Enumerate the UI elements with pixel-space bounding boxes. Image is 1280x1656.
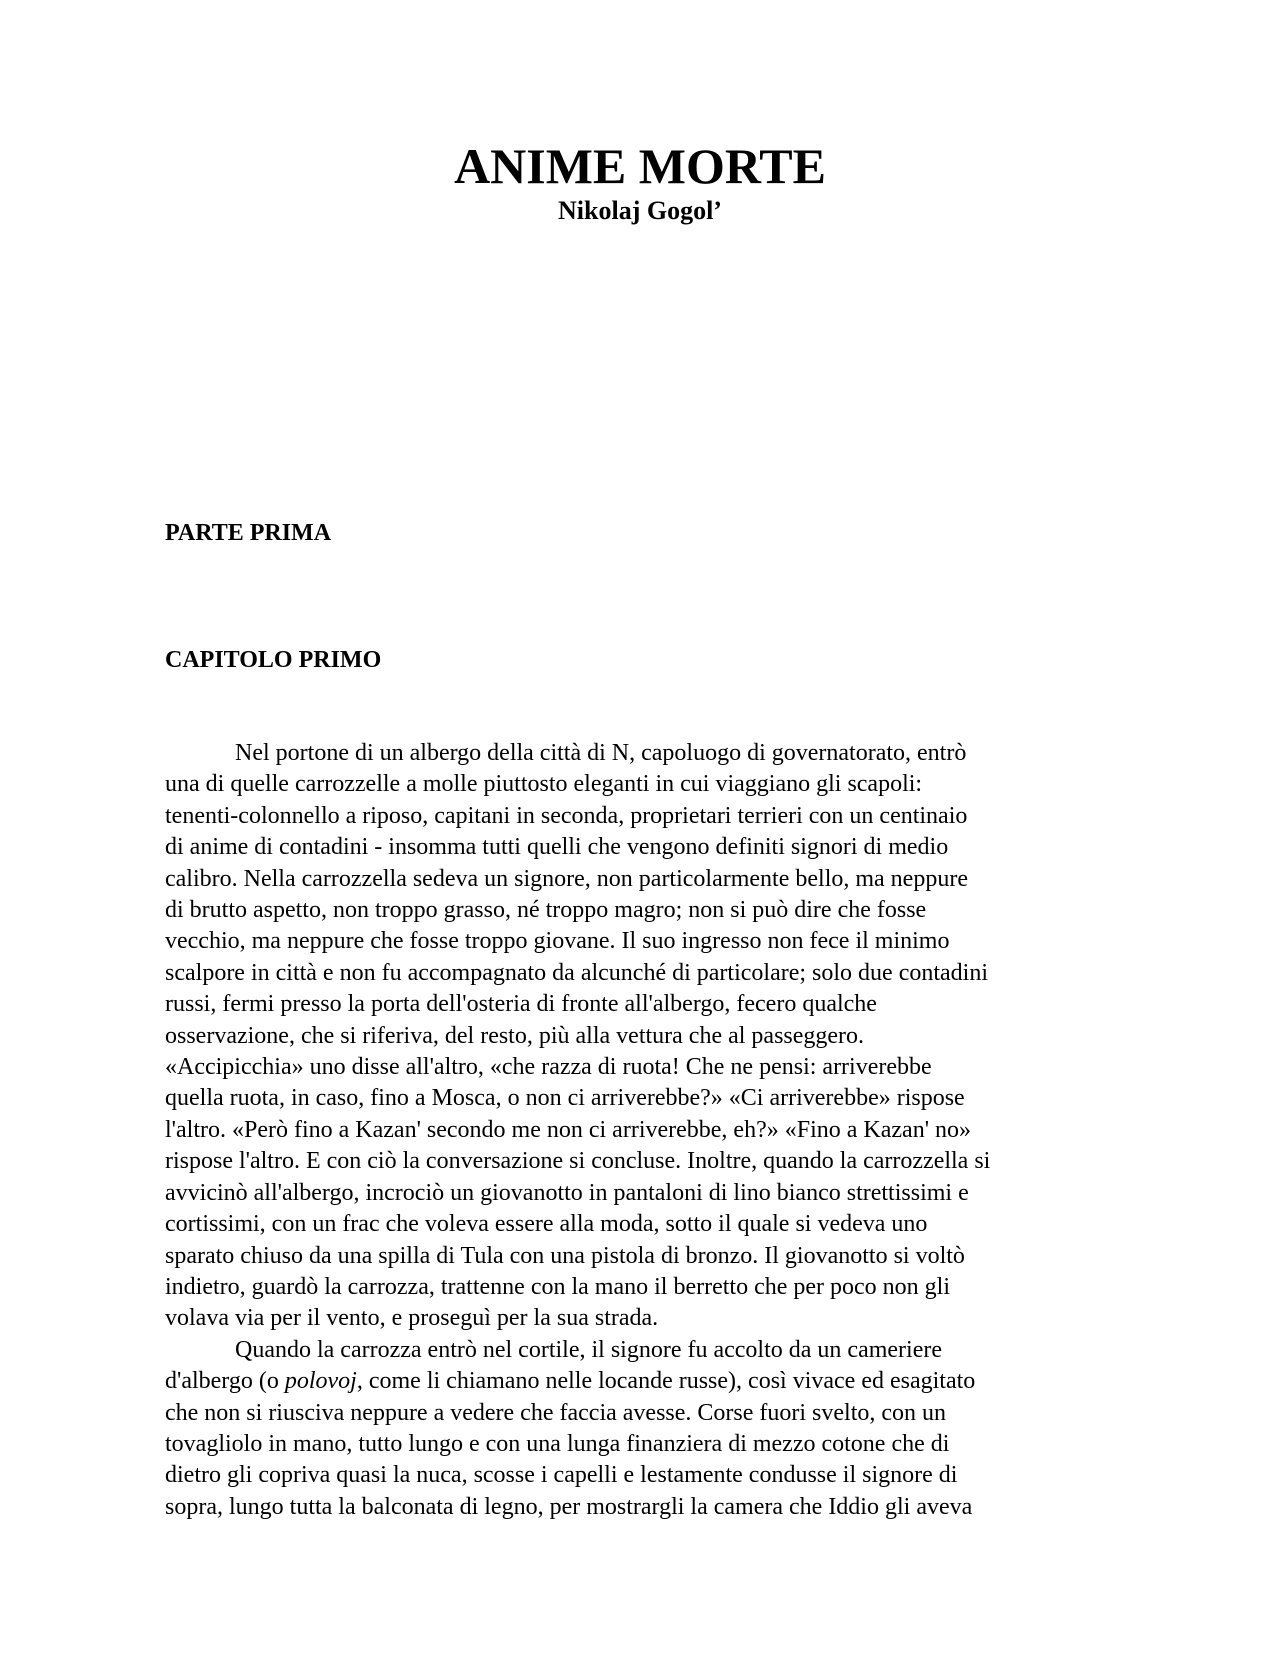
text-line: russi, fermi presso la porta dell'osteria di fronte all'albergo, fecero qualche xyxy=(165,991,877,1018)
text-segment: , come li chiamano nelle locande russe), così vivace ed esagitato xyxy=(356,1368,976,1395)
paragraph-1 xyxy=(165,738,1115,1335)
chapter-body xyxy=(165,738,1115,1523)
text-line: cortissimi, con un frac che voleva essere alla moda, sotto il quale si vedeva uno xyxy=(165,1211,928,1238)
chapter-heading: CAPITOLO PRIMO xyxy=(165,647,382,673)
text-line: vecchio, ma neppure che fosse troppo giovane. Il suo ingresso non fece il minimo xyxy=(165,928,950,955)
text-line: dietro gli copriva quasi la nuca, scosse i capelli e lestamente condusse il signore di xyxy=(165,1462,958,1489)
text-line: sparato chiuso da una spilla di Tula con una pistola di bronzo. Il giovanotto si voltò xyxy=(165,1242,965,1269)
text-line-with-italic xyxy=(165,1366,1115,1397)
text-line: che non si riusciva neppure a vedere che faccia avesse. Corse fuori svelto, con un xyxy=(165,1399,947,1426)
text-line: sopra, lungo tutta la balconata di legno, per mostrargli la camera che Iddio gli aveva xyxy=(165,1493,973,1520)
part-heading: PARTE PRIMA xyxy=(165,520,332,546)
text-line: volava via per il vento, e proseguì per la sua strada. xyxy=(165,1305,659,1332)
text-line: scalpore in città e non fu accompagnato da alcunché di particolare; solo due contadini xyxy=(165,959,989,986)
italic-term: polovoj xyxy=(284,1368,357,1395)
book-title: ANIME MORTE xyxy=(454,138,826,194)
text-segment: d'albergo (o xyxy=(165,1368,285,1395)
text-line: quella ruota, in caso, fino a Mosca, o non ci arriverebbe?» «Ci arriverebbe» rispose xyxy=(165,1085,965,1112)
text-line: una di quelle carrozzelle a molle piuttosto eleganti in cui viaggiano gli scapoli: xyxy=(165,771,923,798)
text-line: di anime di contadini - insomma tutti quelli che vengono definiti signori di medio xyxy=(165,834,949,861)
text-line: «Accipicchia» uno disse all'altro, «che razza di ruota! Che ne pensi: arriverebbe xyxy=(165,1054,932,1081)
paragraph-2 xyxy=(165,1335,1115,1523)
text-line: l'altro. «Però fino a Kazan' secondo me non ci arriverebbe, eh?» «Fino a Kazan' no» xyxy=(165,1116,972,1143)
text-line: avvicinò all'albergo, incrociò un giovanotto in pantaloni di lino bianco strettissimi e xyxy=(165,1179,969,1206)
text-line: Nel portone di un albergo della città di N, capoluogo di governatorato, entrò xyxy=(235,740,967,766)
text-line: calibro. Nella carrozzella sedeva un signore, non particolarmente bello, ma neppure xyxy=(165,865,968,892)
text-line: tenenti-colonnello a riposo, capitani in seconda, proprietari terrieri con un centinaio xyxy=(165,802,968,829)
text-line: Quando la carrozza entrò nel cortile, il signore fu accolto da un cameriere xyxy=(235,1336,942,1363)
text-line: osservazione, che si riferiva, del resto, più alla vettura che al passeggero. xyxy=(165,1022,865,1049)
text-line: tovagliolo in mano, tutto lungo e con una lunga finanziera di mezzo cotone che di xyxy=(165,1430,950,1457)
book-author: Nikolaj Gogol’ xyxy=(558,196,722,225)
text-line: indietro, guardò la carrozza, trattenne con la mano il berretto che per poco non gli xyxy=(165,1273,951,1300)
text-line: rispose l'altro. E con ciò la conversazione si concluse. Inoltre, quando la carrozzella si xyxy=(165,1148,991,1175)
text-line: di brutto aspetto, non troppo grasso, né troppo magro; non si può dire che fosse xyxy=(165,897,927,924)
